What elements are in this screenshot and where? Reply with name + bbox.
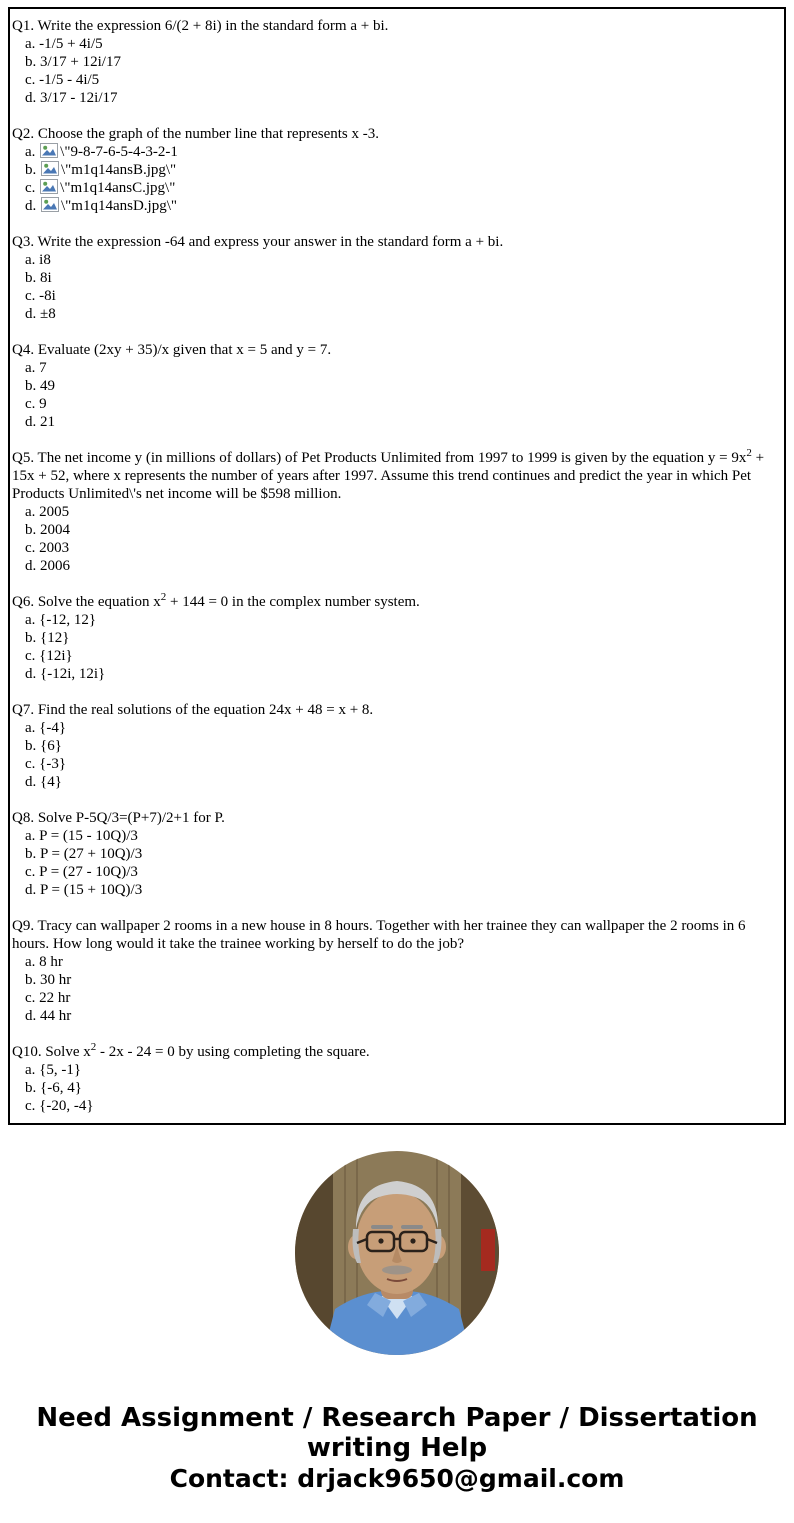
broken-image-icon <box>40 161 61 179</box>
answer-option: d. {-12i, 12i} <box>25 666 106 682</box>
broken-image-icon <box>40 197 61 215</box>
footer-contact: Contact: drjack9650@gmail.com <box>169 1464 625 1493</box>
broken-image-icon <box>39 143 60 161</box>
question-2 <box>12 125 782 215</box>
answer-option: a. 2005 <box>25 504 70 520</box>
question-text: Q6. Solve the equation $x^2 + 144 = 0$ in the complex number system. <box>12 591 420 610</box>
answer-option: c. {12i} <box>25 648 73 664</box>
answer-option: b. 2004 <box>25 522 70 538</box>
answer-option: c. \"m1q14ansC.jpg\" <box>25 180 176 196</box>
tutor-photo-image <box>295 1151 499 1355</box>
footer-heading <box>0 1403 794 1463</box>
question-1 <box>12 17 782 107</box>
answer-option: d. 3/17 - 12i/17 <box>25 90 118 106</box>
question-text: Q1. Write the expression 6/(2 + 8i) in the standard form a + bi. <box>12 18 389 34</box>
question-text: Q10. Solve $x^2 - 2x - 24 = 0$ by using completing the square. <box>12 1041 370 1060</box>
question-text: Q4. Evaluate (2xy + 35)/x given that x = 5 and y = 7. <box>12 342 332 358</box>
question-7 <box>12 701 782 791</box>
question-text: Q3. Write the expression -64 and express your answer in the standard form a + bi. <box>12 234 504 250</box>
tutor-photo <box>295 1151 499 1355</box>
answer-option: a. i8 <box>25 252 51 268</box>
answer-option: a. P = (15 - 10Q)/3 <box>25 828 138 844</box>
question-text: Q8. Solve P-5Q/3=(P+7)/2+1 for P. <box>12 810 225 826</box>
answer-option: c. 2003 <box>25 540 70 556</box>
answer-option: b. 49 <box>25 378 55 394</box>
answer-option: a. 8 hr <box>25 954 63 970</box>
footer-heading-line1: Need Assignment / Research Paper / Dissertation <box>36 1403 758 1433</box>
answer-option: a. \"9-8-7-6-5-4-3-2-1 <box>25 144 178 160</box>
answer-option: b. {-6, 4} <box>25 1080 82 1096</box>
answer-option: d. 21 <box>25 414 55 430</box>
answer-option: a. {-4} <box>25 720 67 736</box>
answer-option: d. 2006 <box>25 558 70 574</box>
answer-option: c. 22 hr <box>25 990 71 1006</box>
answer-option: b. 8i <box>25 270 52 286</box>
answer-option: b. 30 hr <box>25 972 72 988</box>
answer-option: c. {-3} <box>25 756 67 772</box>
question-3 <box>12 233 782 323</box>
answer-option: a. 7 <box>25 360 47 376</box>
question-6 <box>12 593 782 683</box>
answer-option: b. P = (27 + 10Q)/3 <box>25 846 143 862</box>
answer-option: d. {4} <box>25 774 62 790</box>
answer-option: a. {5, -1} <box>25 1062 82 1078</box>
answer-option: d. ±8 <box>25 306 56 322</box>
broken-image-icon <box>39 179 60 197</box>
quiz-box <box>8 7 786 1125</box>
question-text: Q5. The net income y (in millions of dollars) of Pet Products Unlimited from 1997 to 1999 is given by the equation $y = 9x^2 + 15x + 52$, where x represents the number of years after 1997. Assume this trend continues and predict the year in which Pet Products Unlimited\'s net income will be $598 million. <box>12 447 765 502</box>
answer-option: b. {6} <box>25 738 62 754</box>
answer-option: a. -1/5 + 4i/5 <box>25 36 103 52</box>
answer-option: d. \"m1q14ansD.jpg\" <box>25 198 177 214</box>
answer-option: c. -8i <box>25 288 56 304</box>
footer-heading-line2: writing Help <box>306 1433 488 1463</box>
answer-option: b. \"m1q14ansB.jpg\" <box>25 162 177 178</box>
question-text: Q2. Choose the graph of the number line that represents x -3. <box>12 126 379 142</box>
answer-option: d. P = (15 + 10Q)/3 <box>25 882 143 898</box>
question-text: Q9. Tracy can wallpaper 2 rooms in a new house in 8 hours. Together with her trainee they can wallpaper the 2 rooms in 6 hours. How long would it take the trainee working by herself to do the job? <box>12 918 746 952</box>
question-4 <box>12 341 782 431</box>
question-text: Q7. Find the real solutions of the equation 24x + 48 = x + 8. <box>12 702 374 718</box>
answer-option: c. {-20, -4} <box>25 1098 94 1114</box>
answer-option: d. 44 hr <box>25 1008 72 1024</box>
answer-option: a. {-12, 12} <box>25 612 97 628</box>
answer-option: c. P = (27 - 10Q)/3 <box>25 864 138 880</box>
question-9 <box>12 917 782 1025</box>
answer-option: c. -1/5 - 4i/5 <box>25 72 100 88</box>
question-5 <box>12 449 782 575</box>
answer-option: b. 3/17 + 12i/17 <box>25 54 121 70</box>
answer-option: c. 9 <box>25 396 47 412</box>
answer-option: b. {12} <box>25 630 70 646</box>
question-8 <box>12 809 782 899</box>
question-10 <box>12 1043 782 1115</box>
